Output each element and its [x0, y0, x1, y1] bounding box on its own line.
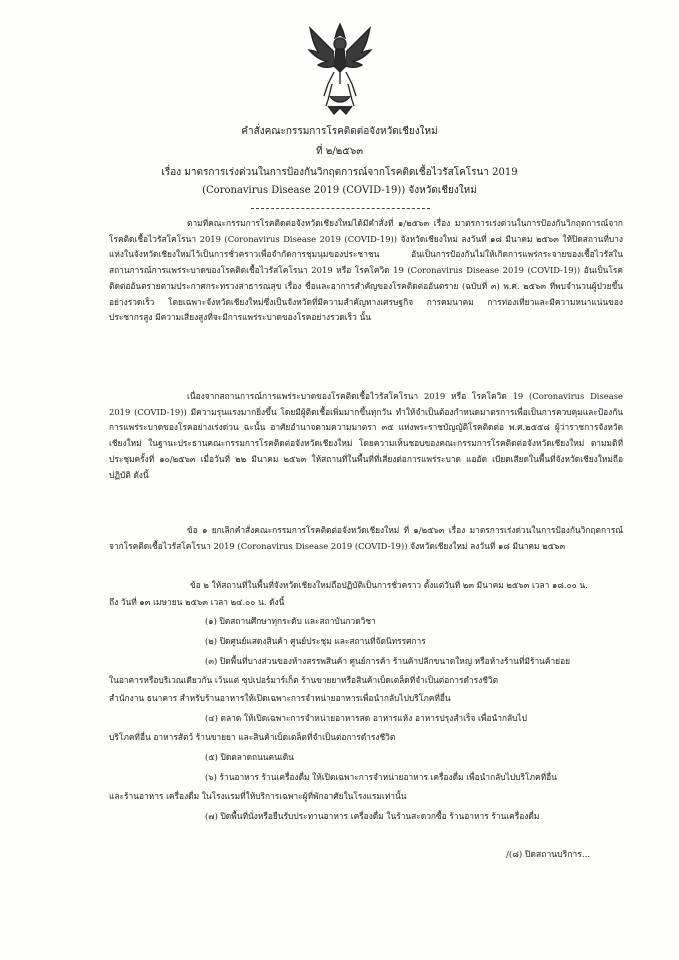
paragraph-background — [109, 216, 623, 374]
paragraph-reason — [109, 389, 623, 515]
item-6-line2: และร้านอาหาร เครื่องดื่ม ในโรงแรมที่ให้บริการเฉพาะผู้ที่พักอาศัยในโรงแรมเท่านั้น — [109, 791, 407, 801]
garuda-emblem-icon — [306, 22, 374, 118]
clause-2-line2: ถึง วันที่ ๑๓ เมษายน ๒๕๖๓ เวลา ๒๔.๐๐ น. ดังนี้ — [109, 597, 285, 607]
item-3-line2: ในอาคารหรือบริเวณเดียวกัน เว้นแต่ ซุปเปอร์มาร์เก็ต ร้านขายยาหรือสินค้าเบ็ดเตล็ดที่จำเป็นต่อการดำรงชีวิต — [109, 675, 499, 685]
item-1: (๑) ปิดสถานศึกษาทุกระดับ และสถาบันกวดวิชา — [205, 616, 376, 626]
item-4-line2: บริโภคที่อื่น อาหารสัตว์ ร้านขายยา และสินค้าเบ็ดเตล็ดที่จำเป็นต่อการดำรงชีวิต — [109, 732, 396, 742]
item-2: (๒) ปิดศูนย์แสดงสินค้า ศูนย์ประชุม และสถานที่จัดนิทรรศการ — [205, 636, 426, 646]
item-3-line3: สำนักงาน ธนาคาร สำหรับร้านอาหารให้เปิดเฉพาะการจำหน่ายอาหารเพื่อนำกลับไปบริโภคที่อื่น — [109, 693, 451, 703]
item-7: (๗) ปิดพื้นที่นั่งหรือยืนรับประทานอาหาร เครื่องดื่ม ในร้านสะดวกซื้อ ร้านอาหาร ร้านเครื่องดื่ม — [205, 811, 540, 821]
item-5: (๕) ปิดตลาดถนนคนเดิน — [205, 752, 294, 762]
item-3-line1: (๓) ปิดพื้นที่บางส่วนของห้างสรรพสินค้า ศูนย์การค้า ร้านค้าปลีกขนาดใหญ่ หรือห้างร้านที่มีร้านค้าย่อย — [205, 656, 571, 666]
continuation-marker: /(๘) ปิดสถานบริการ... — [506, 850, 591, 860]
clause-2-line1: ข้อ ๒ ให้สถานที่ในพื้นที่จังหวัดเชียงใหม่ถือปฏิบัติเป็นการชั่วคราว ตั้งแต่วันที่ ๒๓ มีนาคม ๒๕๖๓ เวลา ๑๘.๐๐ น. — [190, 580, 588, 590]
item-6-line1: (๖) ร้านอาหาร ร้านเครื่องดื่ม ให้เปิดเฉพาะการจำหน่ายอาหาร เครื่องดื่ม เพื่อนำกลับไปบริโภคที่อื่น — [205, 772, 557, 782]
item-4-line1: (๔) ตลาด ให้เปิดเฉพาะการจำหน่ายอาหารสด อาหารแห้ง อาหารปรุงสำเร็จ เพื่อนำกลับไป — [205, 713, 527, 723]
order-title: คำสั่งคณะกรรมการโรคติดต่อจังหวัดเชียงใหม่ — [241, 126, 438, 137]
order-number: ที่ ๒/๒๕๖๓ — [315, 146, 364, 157]
order-subject-line2: (Coronavirus Disease 2019 (COVID-19)) จังหวัดเชียงใหม่ — [202, 185, 477, 196]
clause-1 — [109, 523, 623, 571]
paragraph-2-text: เนื่องจากสถานการณ์การแพร่ระบาดของโรคติดเชื้อไวรัสโคโรนา 2019 หรือ โรคโควิด 19 (Coronavirus Disease 2019 (COVID-19)) มีความรุนแรงมากยิ่งขึ้น โดยมีผู้ติดเชื้อเพิ่มมากขึ้นทุกวัน ทำให้จำเป็นต้องกำหนดมาตรการเพื่อเป็นการควบคุมและป้องกันการแพร่ระบาดของโรคอย่างเร่งด่วน ฉะนั้น อาศัยอำนาจตามความมาตรา ๓๕ แห่งพระราชบัญญัติโรคติดต่อ พ.ศ.๒๕๕๘ ผู้ว่าราชการจังหวัดเชียงใหม่ ในฐานะประธานคณะกรรมการโรคติดต่อจังหวัดเชียงใหม่ โดยความเห็นชอบของคณะกรรมการโรคติดต่อจังหวัดเชียงใหม่ ตามมติที่ประชุมครั้งที่ ๑๐/๒๕๖๓ เมื่อวันที่ ๒๒ มีนาคม ๒๕๖๓ ให้สถานที่ในพื้นที่ที่เสี่ยงต่อการแพร่ระบาด แออัด เบียดเสียดในพื้นที่จังหวัดเชียงใหม่ถือปฏิบัติ ดังนี้ — [109, 391, 623, 480]
clause-1-text: ข้อ ๑ ยกเลิกคำสั่งคณะกรรมการโรคติดต่อจังหวัดเชียงใหม่ ที่ ๑/๒๕๖๓ เรื่อง มาตรการเร่งด่วนในการป้องกันวิกฤตการณ์จากโรคติดเชื้อไวรัสโคโรนา 2019 (Coronavirus Disease 2019 (COVID-19)) จังหวัดเชียงใหม่ ลงวันที่ ๑๘ มีนาคม ๒๕๖๓ — [109, 525, 623, 551]
header-divider — [251, 208, 430, 209]
paragraph-1-text: ตามที่คณะกรรมการโรคติดต่อจังหวัดเชียงใหม่ได้มีคำสั่งที่ ๑/๒๕๖๓ เรื่อง มาตรการเร่งด่วนในการป้องกันวิกฤตการณ์จากโรคติดเชื้อไวรัสโคโรนา 2019 (Coronavirus Disease 2019 (COVID-19)) จังหวัดเชียงใหม่ ลงวันที่ ๑๘ มีนาคม ๒๕๖๓ ให้ปิดสถานที่บางแห่งในจังหวัดเชียงใหม่ไว้เป็นการชั่วคราวเพื่อจำกัดการชุมนุมของประชาชน อันเป็นการป้องกันไม่ให้เกิดการแพร่กระจายของเชื้อไวรัสในสถานการณ์การแพร่ระบาดของโรคติดเชื้อไวรัสโคโรนา 2019 หรือ โรคโควิด 19 (Coronavirus Disease 2019 (COVID-19)) อันเป็นโรคติดต่ออันตรายตามประกาศกระทรวงสาธารณสุข เรื่อง ชื่อและอาการสำคัญของโรคติดต่ออันตราย (ฉบับที่ ๓) พ.ศ. ๒๕๖๓ ที่พบจำนวนผู้ป่วยขึ้นอย่างรวดเร็ว โดยเฉพาะจังหวัดเชียงใหม่ซึ่งเป็นจังหวัดที่มีความสำคัญทางเศรษฐกิจ การคมนาคม การท่องเที่ยวและมีความหนาแน่นของประชากรสูง มีความเสี่ยงสูงที่จะมีการแพร่ระบาดของโรคอย่างรวดเร็ว นั้น — [109, 218, 623, 323]
order-subject-line1: เรื่อง มาตรการเร่งด่วนในการป้องกันวิกฤตการณ์จากโรคติดเชื้อไวรัสโคโรนา 2019 — [161, 167, 518, 178]
